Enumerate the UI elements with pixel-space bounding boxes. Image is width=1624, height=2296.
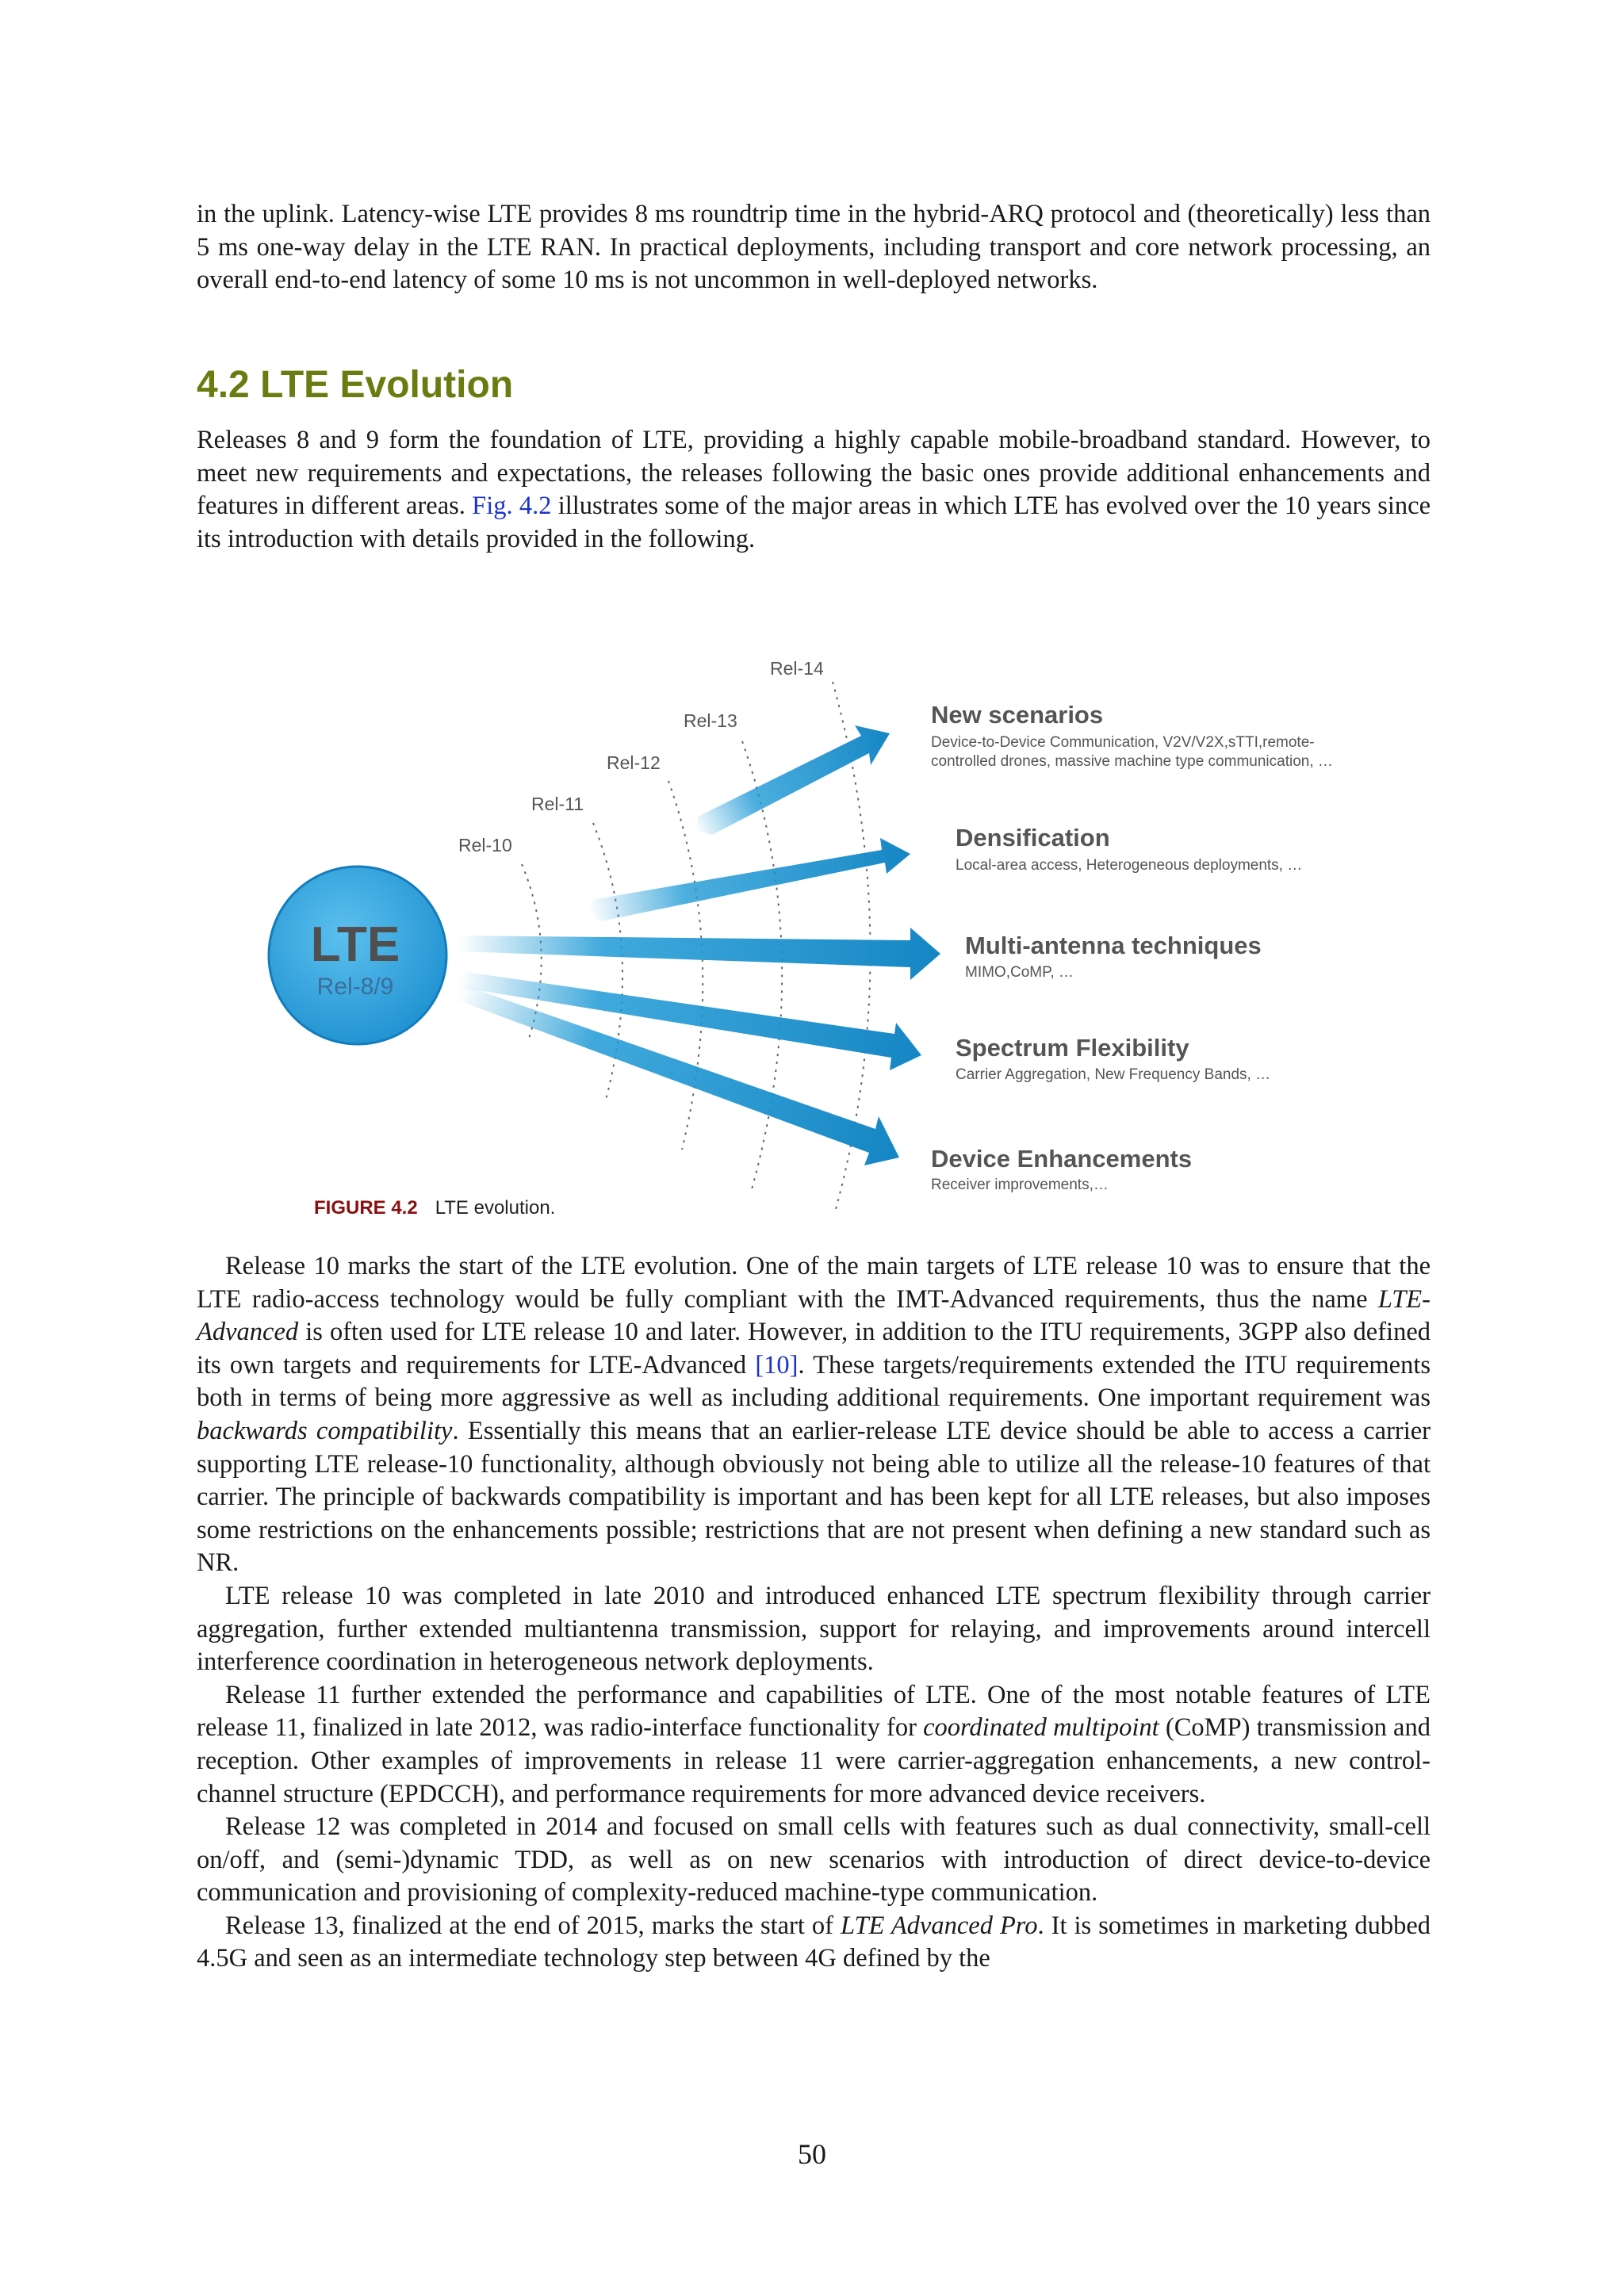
figure-caption-text: LTE evolution. [435,1197,556,1219]
release-label: Rel-11 [531,794,584,814]
area-description: Carrier Aggregation, New Frequency Bands, … [956,1066,1271,1083]
figure-lte-evolution [197,634,1431,1237]
paragraph-release-13: Release 13, finalized at the end of 2015, marks the start of LTE Advanced Pro. It is sometimes in marketing dubbed 4.5G and seen as an intermediate technology step between 4G defined by the [197,1911,1431,1973]
citation-link[interactable]: [10] [755,1350,799,1380]
release-labels [458,658,824,855]
area-description: Local-area access, Heterogeneous deployments, … [956,857,1303,874]
area-description: MIMO,CoMP, … [965,964,1074,981]
lte-base-circle [269,867,446,1044]
lte-subtitle: Rel-8/9 [316,974,394,1000]
lte-title: LTE [310,917,400,972]
intro-text: Releases 8 and 9 form the foundation of LTE, providing a highly capable mobile-broadband standard. However, to meet new requirements and expectations, the releases following the basic ones provide additional enhancements and features in different areas. [197,426,1431,521]
paragraph-release-12: Release 12 was completed in 2014 and focused on small cells with features such as dual connectivity, small-cell on/off, and (semi-)dynamic TDD, as well as on new scenarios with introduction of direct device-to-device communication and provisioning of complexity-reduced machine-type communication. [197,1812,1431,1908]
area-labels [931,701,1333,1193]
figure-caption-label: FIGURE 4.2 [314,1197,418,1219]
paragraph-text: in the uplink. Latency-wise LTE provides 8 ms roundtrip time in the hybrid-ARQ protocol and (theoretically) less than 5 ms one-way delay in the LTE RAN. In practical deployments, including transport and core network processing, an overall end-to-end latency of some 10 ms is not uncommon in well-deployed networks. [197,200,1431,295]
figure-caption [314,1197,555,1219]
section-heading: 4.2 LTE Evolution [197,364,514,406]
arrow-icon [589,838,910,921]
area-description: Device-to-Device Communication, V2V/V2X,sTTI,remote- [931,734,1315,751]
area-description: controlled drones, massive machine type communication, … [931,753,1333,770]
arrow-icon [458,928,940,980]
intro-text: illustrates some of the major areas in which LTE has evolved over the 10 years since its introduction with details provided in the following. [197,492,1431,553]
area-title: Multi-antenna techniques [965,932,1262,959]
lte-evolution-diagram [197,634,1431,1237]
release-arc-12 [668,781,703,1150]
release-label: Rel-10 [458,835,512,855]
paragraph-latency [197,198,1431,297]
release-label: Rel-13 [684,710,737,731]
area-title: New scenarios [931,701,1104,729]
paragraph-release-11: Release 11 further extended the performance and capabilities of LTE. One of the most notable features of LTE release 11, finalized in late 2012, was radio-interface functionality for coordinated multipoint (CoMP) transmission and reception. Other examples of improvements in release 11 were carrier-aggregation enhancements, a new control-channel structure (EPDCCH), and performance requirements for more advanced device receivers. [197,1680,1431,1808]
area-description: Receiver improvements,… [931,1177,1109,1193]
arrow-icon [696,725,890,835]
area-title: Spectrum Flexibility [956,1034,1189,1062]
page-number: 50 [798,2138,826,2170]
paragraph-release-10-completed: LTE release 10 was completed in late 2010 and introduced enhanced LTE spectrum flexibility through carrier aggregation, further extended multiantenna transmission, support for relaying, and improvements around intercell interference coordination in heterogeneous network deployments. [197,1581,1431,1677]
paragraph-intro [197,424,1431,556]
paragraph-release-10: Release 10 marks the start of the LTE evolution. One of the main targets of LTE release 10 was to ensure that the LTE radio-access technology would be fully compliant with the IMT-Advanced requirements, thus the name LTE-Advanced is often used for LTE release 10 and later. However, in addition to the ITU requirements, 3GPP also defined its own targets and requirements for LTE-Advanced [10]. These targets/requirements extended the ITU requirements both in terms of being more aggressive as well as including additional requirements. One important requirement was backwards compatibility. Essentially this means that an earlier-release LTE device should be able to access a carrier supporting LTE release-10 functionality, although obviously not being able to utilize all the release-10 features of that carrier. The principle of backwards compatibility is important and has been kept for all LTE releases, but also imposes some restrictions on the enhancements possible; restrictions that are not present when defining a new standard such as NR. [197,1252,1431,1578]
evolution-arrows [458,725,940,1165]
area-title: Device Enhancements [931,1145,1193,1173]
body-text [197,1250,1431,1976]
figure-reference-link[interactable]: Fig. 4.2 [472,492,552,521]
release-label: Rel-12 [607,752,661,773]
area-title: Densification [956,824,1110,851]
release-label: Rel-14 [770,658,824,679]
